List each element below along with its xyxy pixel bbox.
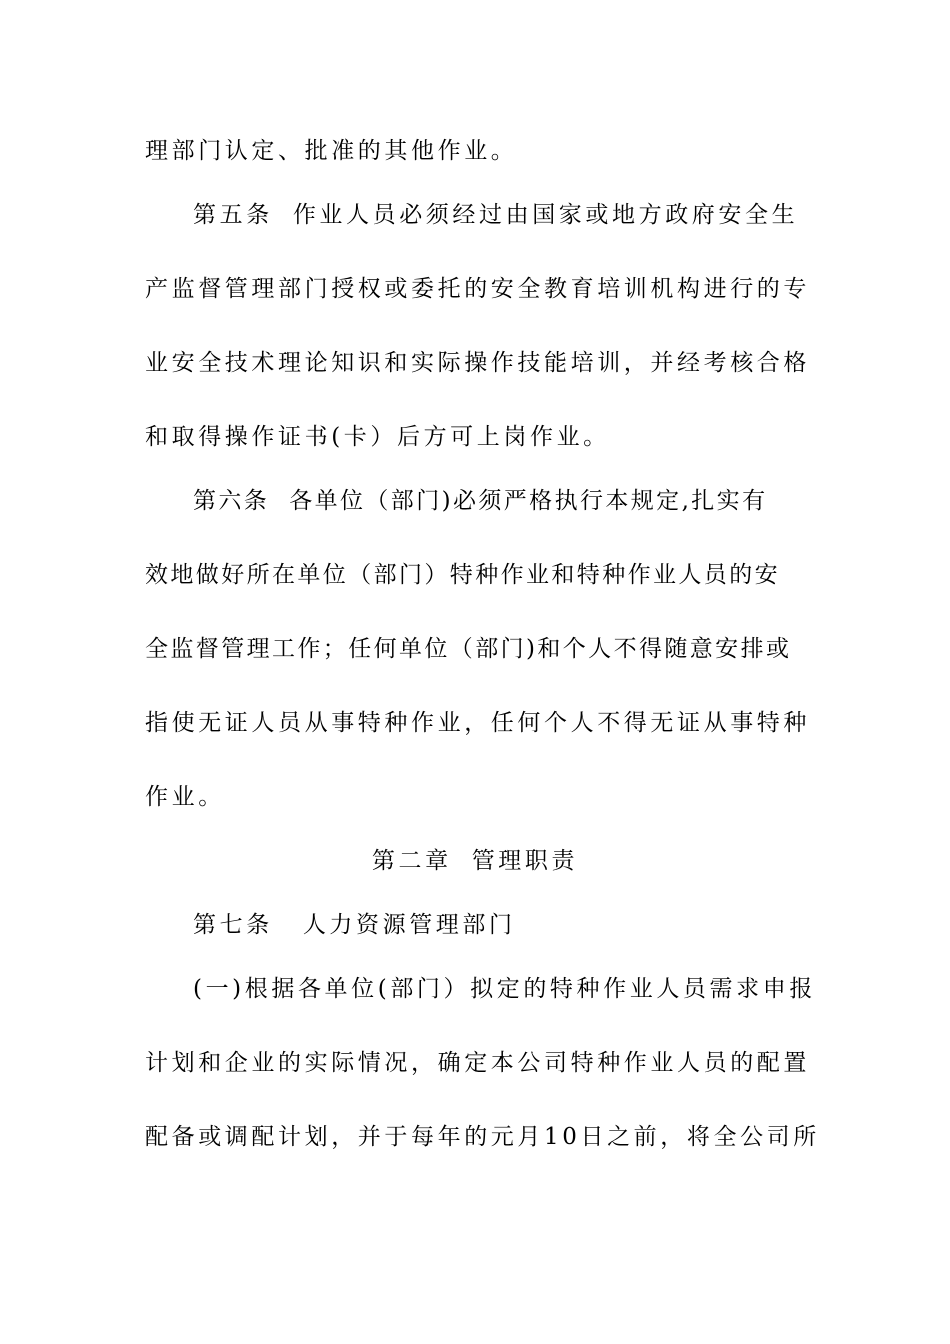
- article-5-heading-line: [193, 200, 805, 230]
- line-text: 理部门认定、批准的其他作业。: [145, 138, 518, 164]
- line-text: 计划和企业的实际情况，确定本公司特种作业人员的配置: [145, 1050, 810, 1076]
- text-line: [145, 422, 805, 452]
- line-text: (一)根据各单位(部门）拟定的特种作业人员需求申报: [193, 976, 816, 1002]
- line-text: 产监督管理部门授权或委托的安全教育培训机构进行的专: [145, 276, 810, 302]
- text-line: [145, 560, 805, 590]
- line-text: 业安全技术理论知识和实际操作技能培训，并经考核合格: [145, 350, 810, 376]
- text-line: [145, 1122, 820, 1152]
- text-line: [145, 136, 805, 166]
- line-text: 全监督管理工作；任何单位（部门)和个人不得随意安排或: [145, 636, 792, 662]
- article-7-label: 第七条: [193, 912, 273, 938]
- text-line: [145, 274, 810, 304]
- line-text: 配备或调配计划，并于每年的元月10日之前，将全公司所: [145, 1124, 820, 1150]
- line-text: 人力资源管理部门: [302, 912, 516, 938]
- text-line: [145, 348, 810, 378]
- chapter-heading: [0, 846, 950, 876]
- line-text: 和取得操作证书(卡）后方可上岗作业。: [145, 424, 610, 450]
- article-7-heading-line: [193, 910, 805, 940]
- text-line: [145, 782, 805, 812]
- chapter-label: 第二章: [371, 848, 452, 874]
- text-line: [145, 1048, 810, 1078]
- line-text: 指使无证人员从事特种作业，任何个人不得无证从事特种: [145, 710, 810, 736]
- line-text: 作业。: [145, 784, 225, 810]
- chapter-title: 管理职责: [471, 848, 579, 874]
- article-5-label: 第五条: [193, 202, 273, 228]
- line-text: 效地做好所在单位（部门）特种作业和特种作业人员的安: [145, 562, 780, 588]
- article-6-label: 第六条: [193, 488, 270, 514]
- text-line: [193, 974, 816, 1004]
- line-text: 作业人员必须经过由国家或地方政府安全生: [292, 202, 799, 228]
- article-6-heading-line: [193, 486, 805, 516]
- text-line: [145, 634, 805, 664]
- text-line: [145, 708, 810, 738]
- line-text: 各单位（部门)必须严格执行本规定,扎实有: [289, 488, 768, 514]
